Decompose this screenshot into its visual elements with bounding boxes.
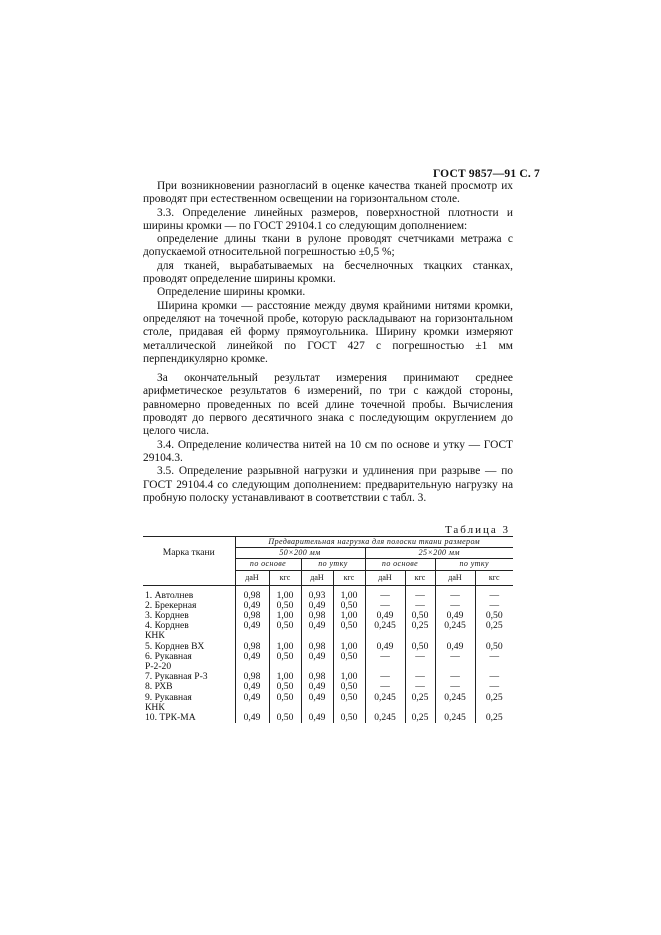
cell-value: 0,50 (405, 611, 435, 621)
paragraph: 3.3. Определение линейных размеров, поверхностной плотности и ширины кромки — по ГОСТ 29104.1 со следующим дополнением: (143, 206, 513, 232)
cell-value: — (435, 652, 475, 662)
cell-value: — (435, 672, 475, 682)
cell-value: 0,25 (405, 621, 435, 631)
cell-value: 0,50 (269, 652, 301, 662)
table-row (143, 693, 513, 703)
row-brand: 4. Корднев (145, 620, 189, 632)
cell-value: 0,50 (269, 713, 301, 723)
cell-value: — (435, 682, 475, 692)
cell-value: 0,49 (235, 682, 269, 692)
row-brand: 9. Рукавная (145, 691, 192, 703)
cell-value: 1,00 (333, 585, 365, 601)
cell-value: — (405, 672, 435, 682)
table-row (143, 621, 513, 631)
cell-value: 0,49 (301, 693, 333, 703)
header-weft: по утку (435, 559, 513, 570)
cell-value: 0,25 (475, 693, 513, 703)
paragraph: определение длины ткани в рулоне проводят счетчиками метража с допускаемой относительной погрешностью ±0,5 %; (143, 233, 513, 259)
header-warp: по основе (235, 559, 301, 570)
unit-kgs: кгс (333, 570, 365, 585)
cell-value: — (365, 601, 405, 611)
cell-value: — (475, 682, 513, 692)
unit-kgs: кгс (405, 570, 435, 585)
cell-value: 0,50 (475, 611, 513, 621)
cell-value: — (365, 585, 405, 601)
body-text (143, 180, 513, 505)
cell-value: 0,245 (365, 713, 405, 723)
cell-value: 0,98 (301, 672, 333, 682)
cell-value: 0,98 (301, 642, 333, 652)
size-header-25x200: 25×200 мм (365, 548, 513, 559)
cell-value: 0,50 (333, 713, 365, 723)
cell-value: 0,50 (269, 682, 301, 692)
row-brand: 5. Корднев ВХ (145, 640, 205, 652)
row-brand: 10. ТРК-МА (145, 712, 196, 724)
table-row (143, 652, 513, 662)
cell-value: — (405, 652, 435, 662)
cell-value: 0,50 (475, 642, 513, 652)
paragraph: для тканей, вырабатываемых на бесчелночных ткацких станках, проводят определение ширины кромки. (143, 259, 513, 286)
row-brand: 3. Корднев (145, 610, 189, 622)
cell-value: 1,00 (269, 672, 301, 682)
cell-value: 0,245 (435, 693, 475, 703)
cell-value: — (475, 601, 513, 611)
cell-value: 1,00 (269, 585, 301, 601)
cell-value: 1,00 (269, 611, 301, 621)
cell-value: 0,49 (301, 682, 333, 692)
cell-value: — (475, 652, 513, 662)
cell-value: — (365, 682, 405, 692)
cell-value: — (405, 682, 435, 692)
cell-value: — (365, 672, 405, 682)
cell-value: 0,50 (333, 601, 365, 611)
cell-value: 0,49 (301, 652, 333, 662)
cell-value: 0,49 (435, 642, 475, 652)
cell-value: 0,50 (405, 642, 435, 652)
cell-value: — (475, 585, 513, 601)
cell-value: 0,49 (235, 713, 269, 723)
cell-value: 0,50 (269, 693, 301, 703)
cell-value: 0,25 (475, 621, 513, 631)
cell-value: 0,49 (235, 621, 269, 631)
unit-dan: даН (235, 570, 269, 585)
cell-value: 0,93 (301, 585, 333, 601)
column-brand: Марка ткани (143, 537, 235, 571)
row-brand: 2. Брекерная (145, 599, 197, 611)
cell-value: 1,00 (333, 672, 365, 682)
cell-value: 0,49 (365, 611, 405, 621)
paragraph: Ширина кромки — расстояние между двумя крайними нитями кромки, определяют на точечной пробе, которую раскладывают на горизонтальном столе, придавая ей форму прямоугольника. Ширину кромки измеряют металлической линейкой по ГОСТ 427 с погрешностью ±1 мм перпендикулярно кромке. (143, 299, 513, 365)
cell-value: 0,49 (301, 713, 333, 723)
cell-value: 0,50 (333, 652, 365, 662)
paragraph: Определение ширины кромки. (157, 286, 306, 299)
row-brand: 1. Автолнев (145, 589, 194, 601)
paragraph: 3.5. Определение разрывной нагрузки и удлинения при разрыве — по ГОСТ 29104.4 со следующим дополнением: предварительную нагрузку на пробную полоску устанавливают в соответствии с табл. 3. (143, 465, 513, 504)
cell-value: 0,49 (301, 601, 333, 611)
table-row (143, 713, 513, 723)
cell-value: 0,98 (235, 642, 269, 652)
cell-value: 0,49 (235, 693, 269, 703)
group-header: Предварительная нагрузка для полоски ткани размером (235, 537, 513, 548)
row-brand: 7. Рукавная Р-3 (145, 671, 208, 683)
row-brand: Р-2-20 (145, 661, 172, 673)
cell-value: 0,98 (301, 611, 333, 621)
paragraph: За окончательный результат измерения принимают среднее арифметическое результатов 6 измерений, по три с каждой стороны, равномерно проведенных по всей длине точечной пробы. Вычисления проводят до первого десятичного знака с последующим округлением до целого числа. (143, 372, 513, 438)
cell-value: 0,50 (333, 621, 365, 631)
unit-dan: даН (365, 570, 405, 585)
header-warp: по основе (365, 559, 435, 570)
cell-value: 0,49 (235, 652, 269, 662)
paragraph: При возникновении разногласий в оценке качества тканей просмотр их проводят при естественном освещении на горизонтальном столе. (143, 180, 513, 206)
cell-value: 0,245 (365, 621, 405, 631)
cell-value: 1,00 (269, 642, 301, 652)
cell-value: 0,25 (405, 713, 435, 723)
row-brand: 8. РХВ (145, 681, 173, 693)
cell-value: 0,245 (365, 693, 405, 703)
header-weft: по утку (301, 559, 365, 570)
table-caption: Таблица 3 (444, 524, 510, 536)
cell-value: 0,98 (235, 611, 269, 621)
cell-value: 0,25 (475, 713, 513, 723)
cell-value: 0,98 (235, 672, 269, 682)
cell-value: 0,98 (235, 585, 269, 601)
cell-value: — (435, 601, 475, 611)
cell-value: 0,49 (435, 611, 475, 621)
cell-value: — (435, 585, 475, 601)
cell-value: 1,00 (333, 642, 365, 652)
cell-value: — (405, 585, 435, 601)
size-header-50x200: 50×200 мм (235, 548, 365, 559)
cell-value: 1,00 (333, 611, 365, 621)
cell-value: 0,245 (435, 713, 475, 723)
cell-value: 0,50 (269, 621, 301, 631)
cell-value: 0,49 (301, 621, 333, 631)
page-header: ГОСТ 9857—91 С. 7 (432, 168, 540, 180)
load-table (143, 536, 513, 723)
unit-kgs: кгс (475, 570, 513, 585)
cell-value: 0,50 (333, 682, 365, 692)
row-brand: КНК (145, 630, 165, 642)
row-brand: 6. Рукавная (145, 650, 192, 662)
cell-value: 0,50 (333, 693, 365, 703)
unit-kgs: кгс (269, 570, 301, 585)
row-brand: КНК (145, 701, 165, 713)
table-row (143, 585, 513, 601)
unit-dan: даН (435, 570, 475, 585)
cell-value: — (405, 601, 435, 611)
paragraph: 3.4. Определение количества нитей на 10 см по основе и утку — ГОСТ 29104.3. (143, 438, 513, 464)
cell-value: 0,245 (435, 621, 475, 631)
cell-value: 0,50 (269, 601, 301, 611)
cell-value: 0,25 (405, 693, 435, 703)
unit-dan: даН (301, 570, 333, 585)
cell-value: — (475, 672, 513, 682)
cell-value: 0,49 (235, 601, 269, 611)
cell-value: — (365, 652, 405, 662)
cell-value: 0,49 (365, 642, 405, 652)
